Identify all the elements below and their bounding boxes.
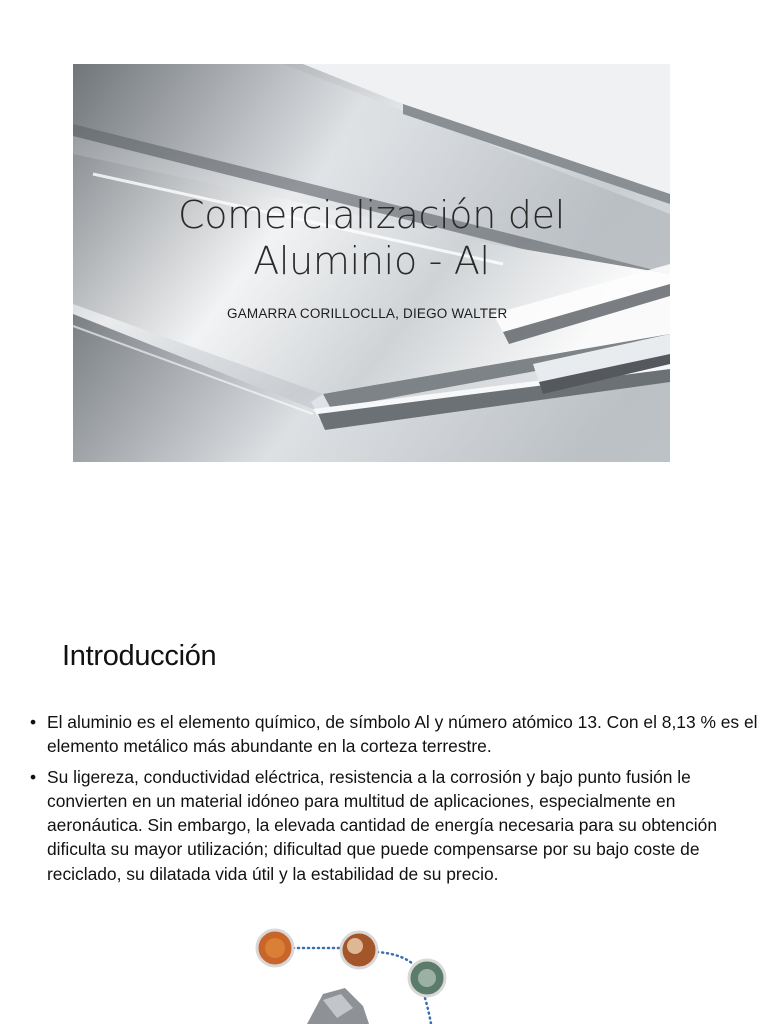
bullet-marker: • bbox=[30, 712, 37, 732]
bullet-item bbox=[30, 710, 758, 759]
section-title: Introducción bbox=[62, 640, 217, 672]
bullet-item bbox=[30, 765, 758, 886]
slide-title-line1: Comercialización del bbox=[178, 193, 565, 237]
dotted-connector bbox=[377, 952, 417, 968]
bullet-text: Su ligereza, conductividad eléctrica, resistencia a la corrosión y bajo punto fusión le convierten en un material idóneo para multitud de aplicaciones, especialmente en aeronáutica. Sin embargo, la elevada cantidad de energía necesaria para su obtención dificulta su mayor utilización; dificultad que puede compensarse por su bajo coste de reciclado, su dilatada vida útil y la estabilidad de su precio. bbox=[47, 766, 717, 884]
dotted-connector bbox=[425, 998, 431, 1024]
slide-title-line2: Aluminio - Al bbox=[253, 239, 490, 283]
slide-subtitle: GAMARRA CORILLOCLLA, DIEGO WALTER bbox=[227, 306, 508, 321]
bullet-list bbox=[30, 710, 758, 892]
bullet-marker: • bbox=[30, 766, 37, 787]
bullet-text: El aluminio es el elemento químico, de símbolo Al y número atómico 13. Con el 8,13 % es el elemento metálico más abundante en la corteza terrestre. bbox=[47, 712, 758, 757]
slide-title bbox=[73, 192, 670, 284]
title-slide bbox=[73, 64, 670, 462]
recycling-cycle-diagram bbox=[245, 928, 485, 1024]
